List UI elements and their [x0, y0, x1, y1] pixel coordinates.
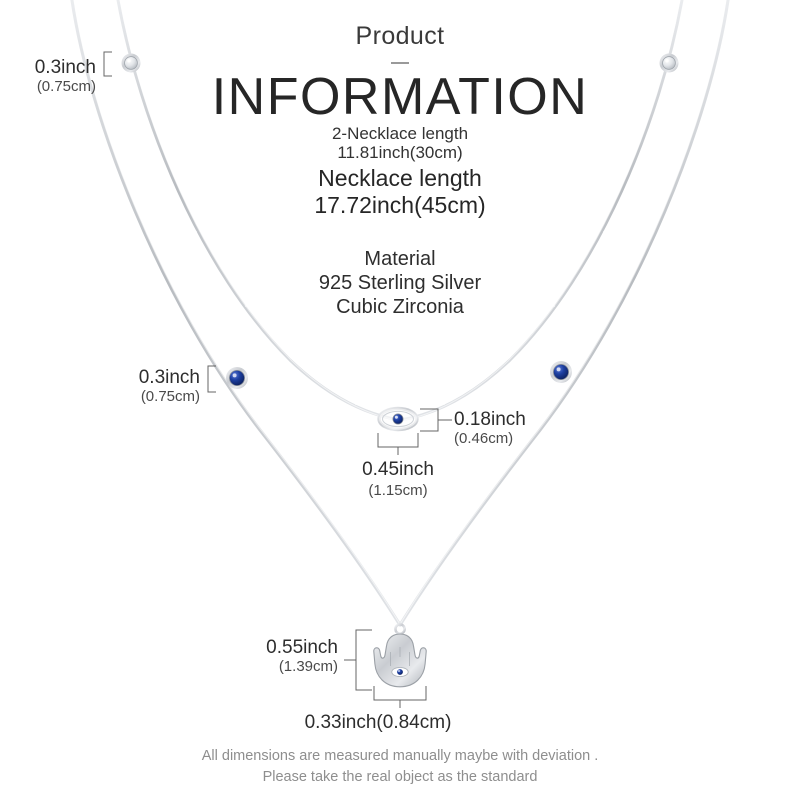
- cz-station-top-right: [660, 54, 679, 73]
- dim-hamsa-height-sub: (1.39cm): [278, 658, 338, 675]
- material-line-1: 925 Sterling Silver: [318, 272, 482, 294]
- material-line-2: Cubic Zirconia: [336, 296, 464, 318]
- dim-hamsa-width-main: 0.33inch(0.84cm): [304, 712, 452, 733]
- footer-line-2: Please take the real object as the standard: [262, 769, 538, 785]
- cz-station-left-blue: [226, 367, 248, 389]
- dim-hamsa-height-main: 0.55inch: [266, 637, 338, 658]
- dim-mid-left-cz-main: 0.3inch: [138, 367, 200, 388]
- dim-top-left-cz-main: 0.3inch: [34, 57, 96, 78]
- cz-station-top-left: [122, 54, 141, 73]
- dim-eye-width-sub: (1.15cm): [368, 482, 428, 499]
- page-title: INFORMATION: [211, 68, 589, 126]
- necklace2-length-value: 11.81inch(30cm): [337, 143, 463, 162]
- cz-station-right-blue: [550, 361, 572, 383]
- title-divider: [391, 62, 409, 64]
- dim-eye-width-main: 0.45inch: [362, 459, 434, 480]
- hamsa-pendant: [374, 624, 426, 686]
- dim-eye-height-sub: (0.46cm): [454, 430, 514, 447]
- necklace-length-label: Necklace length: [318, 165, 482, 191]
- material-label: Material: [364, 248, 436, 270]
- necklace-length-value: 17.72inch(45cm): [314, 192, 486, 218]
- product-label: Product: [355, 22, 445, 50]
- dim-top-left-cz-sub: (0.75cm): [36, 78, 96, 95]
- necklace2-length-label: 2-Necklace length: [331, 124, 469, 143]
- dim-mid-left-cz-sub: (0.75cm): [140, 388, 200, 405]
- dim-eye-height-main: 0.18inch: [454, 409, 526, 430]
- footer-line-1: All dimensions are measured manually maybe with deviation .: [201, 748, 599, 764]
- evil-eye-pendant: [379, 409, 417, 430]
